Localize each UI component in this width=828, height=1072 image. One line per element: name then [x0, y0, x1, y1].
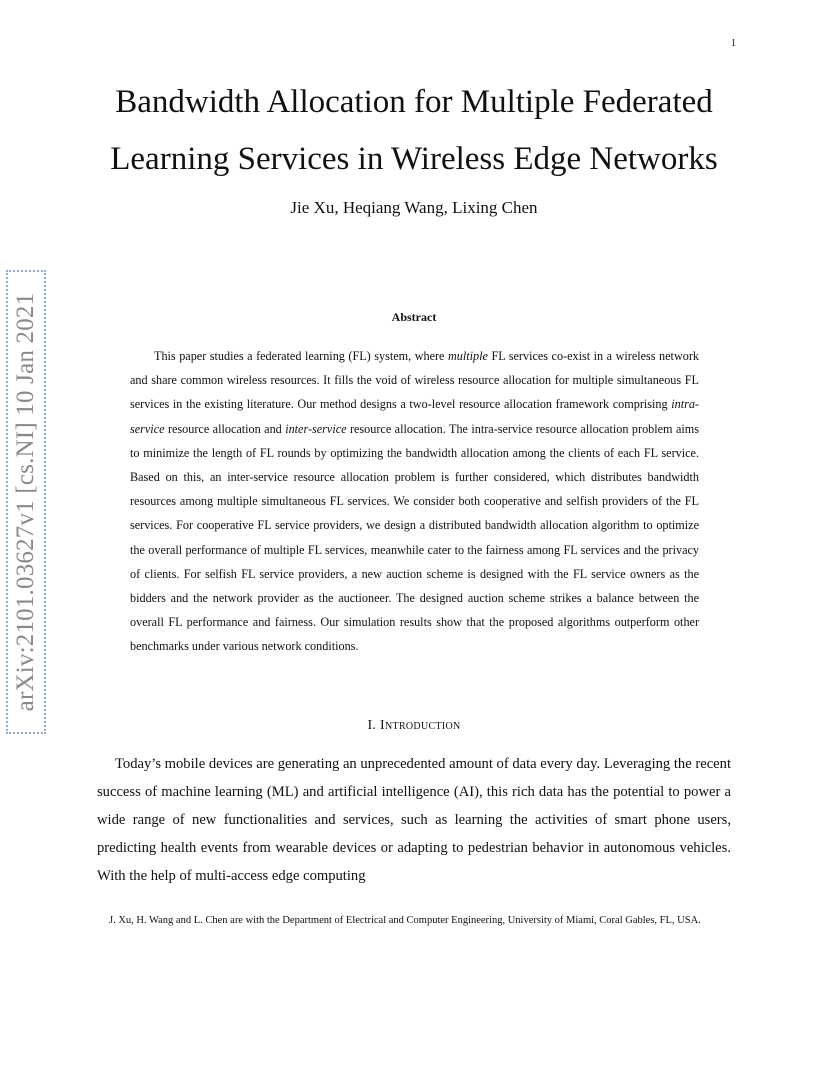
abstract-emphasis-multiple: multiple — [448, 349, 488, 363]
page-number: 1 — [731, 38, 736, 49]
section-heading — [60, 718, 768, 734]
abstract-text-1: This paper studies a federated learning (FL) system, where — [154, 349, 448, 363]
abstract-text-4: resource allocation. The intra-service resource allocation problem aims to minimize the length of FL rounds by optimizing the bandwidth allocation among the clients of each FL service. Based on this, an inter-service resource allocation problem is further considered, which distributes bandwidth resources among multiple simultaneous FL services. We consider both cooperative and selfish providers of the FL services. For cooperative FL service providers, we design a distributed bandwidth allocation algorithm to optimize the overall performance of multiple FL services, meanwhile cater to the fairness among FL services and the privacy of clients. For selfish FL service providers, a new auction scheme is designed with the FL service owners as the bidders and the network provider as the auctioneer. The designed auction scheme strikes a balance between the overall FL performance and fairness. Our simulation results show that the proposed algorithms outperform other benchmarks under various network conditions. — [130, 421, 699, 654]
arxiv-stamp — [6, 270, 46, 734]
author-affiliation-footnote: J. Xu, H. Wang and L. Chen are with the Department of Electrical and Computer Engineering, University of Miami, Coral Gables, FL, USA. — [109, 915, 701, 926]
author-list: Jie Xu, Heqiang Wang, Lixing Chen — [290, 198, 538, 217]
paper-title: Bandwidth Allocation for Multiple Federated Learning Services in Wireless Edge Networks — [110, 84, 718, 177]
abstract-text-3: resource allocation and — [164, 421, 286, 436]
introduction-paragraph: Today’s mobile devices are generating an unprecedented amount of data every day. Leveraging the recent success of machine learning (ML) and artificial intelligence (AI), this rich data has the potential to power a wide range of new functionalities and services, such as learning the activities of smart phone users, predicting health events from wearable devices or adapting to pedestrian behavior in autonomous vehicles. With the help of multi-access edge computing — [97, 756, 731, 884]
abstract-heading: Abstract — [391, 310, 437, 324]
abstract-text-2: FL services co-exist in a wireless network and share common wireless resources. It fills the void of wireless resource allocation for multiple simultaneous FL services in the existing literature. Our method designs a two-level resource allocation framework comprising — [130, 349, 699, 412]
section-number: I. — [367, 718, 377, 733]
abstract-body — [130, 344, 699, 659]
arxiv-stamp-text: arXiv:2101.03627v1 [cs.NI] 10 Jan 2021 — [12, 292, 39, 712]
abstract-emphasis-intra-service: intra-service — [130, 397, 699, 436]
abstract-emphasis-inter-service: inter-service — [285, 421, 347, 436]
section-title: Introduction — [380, 718, 461, 733]
